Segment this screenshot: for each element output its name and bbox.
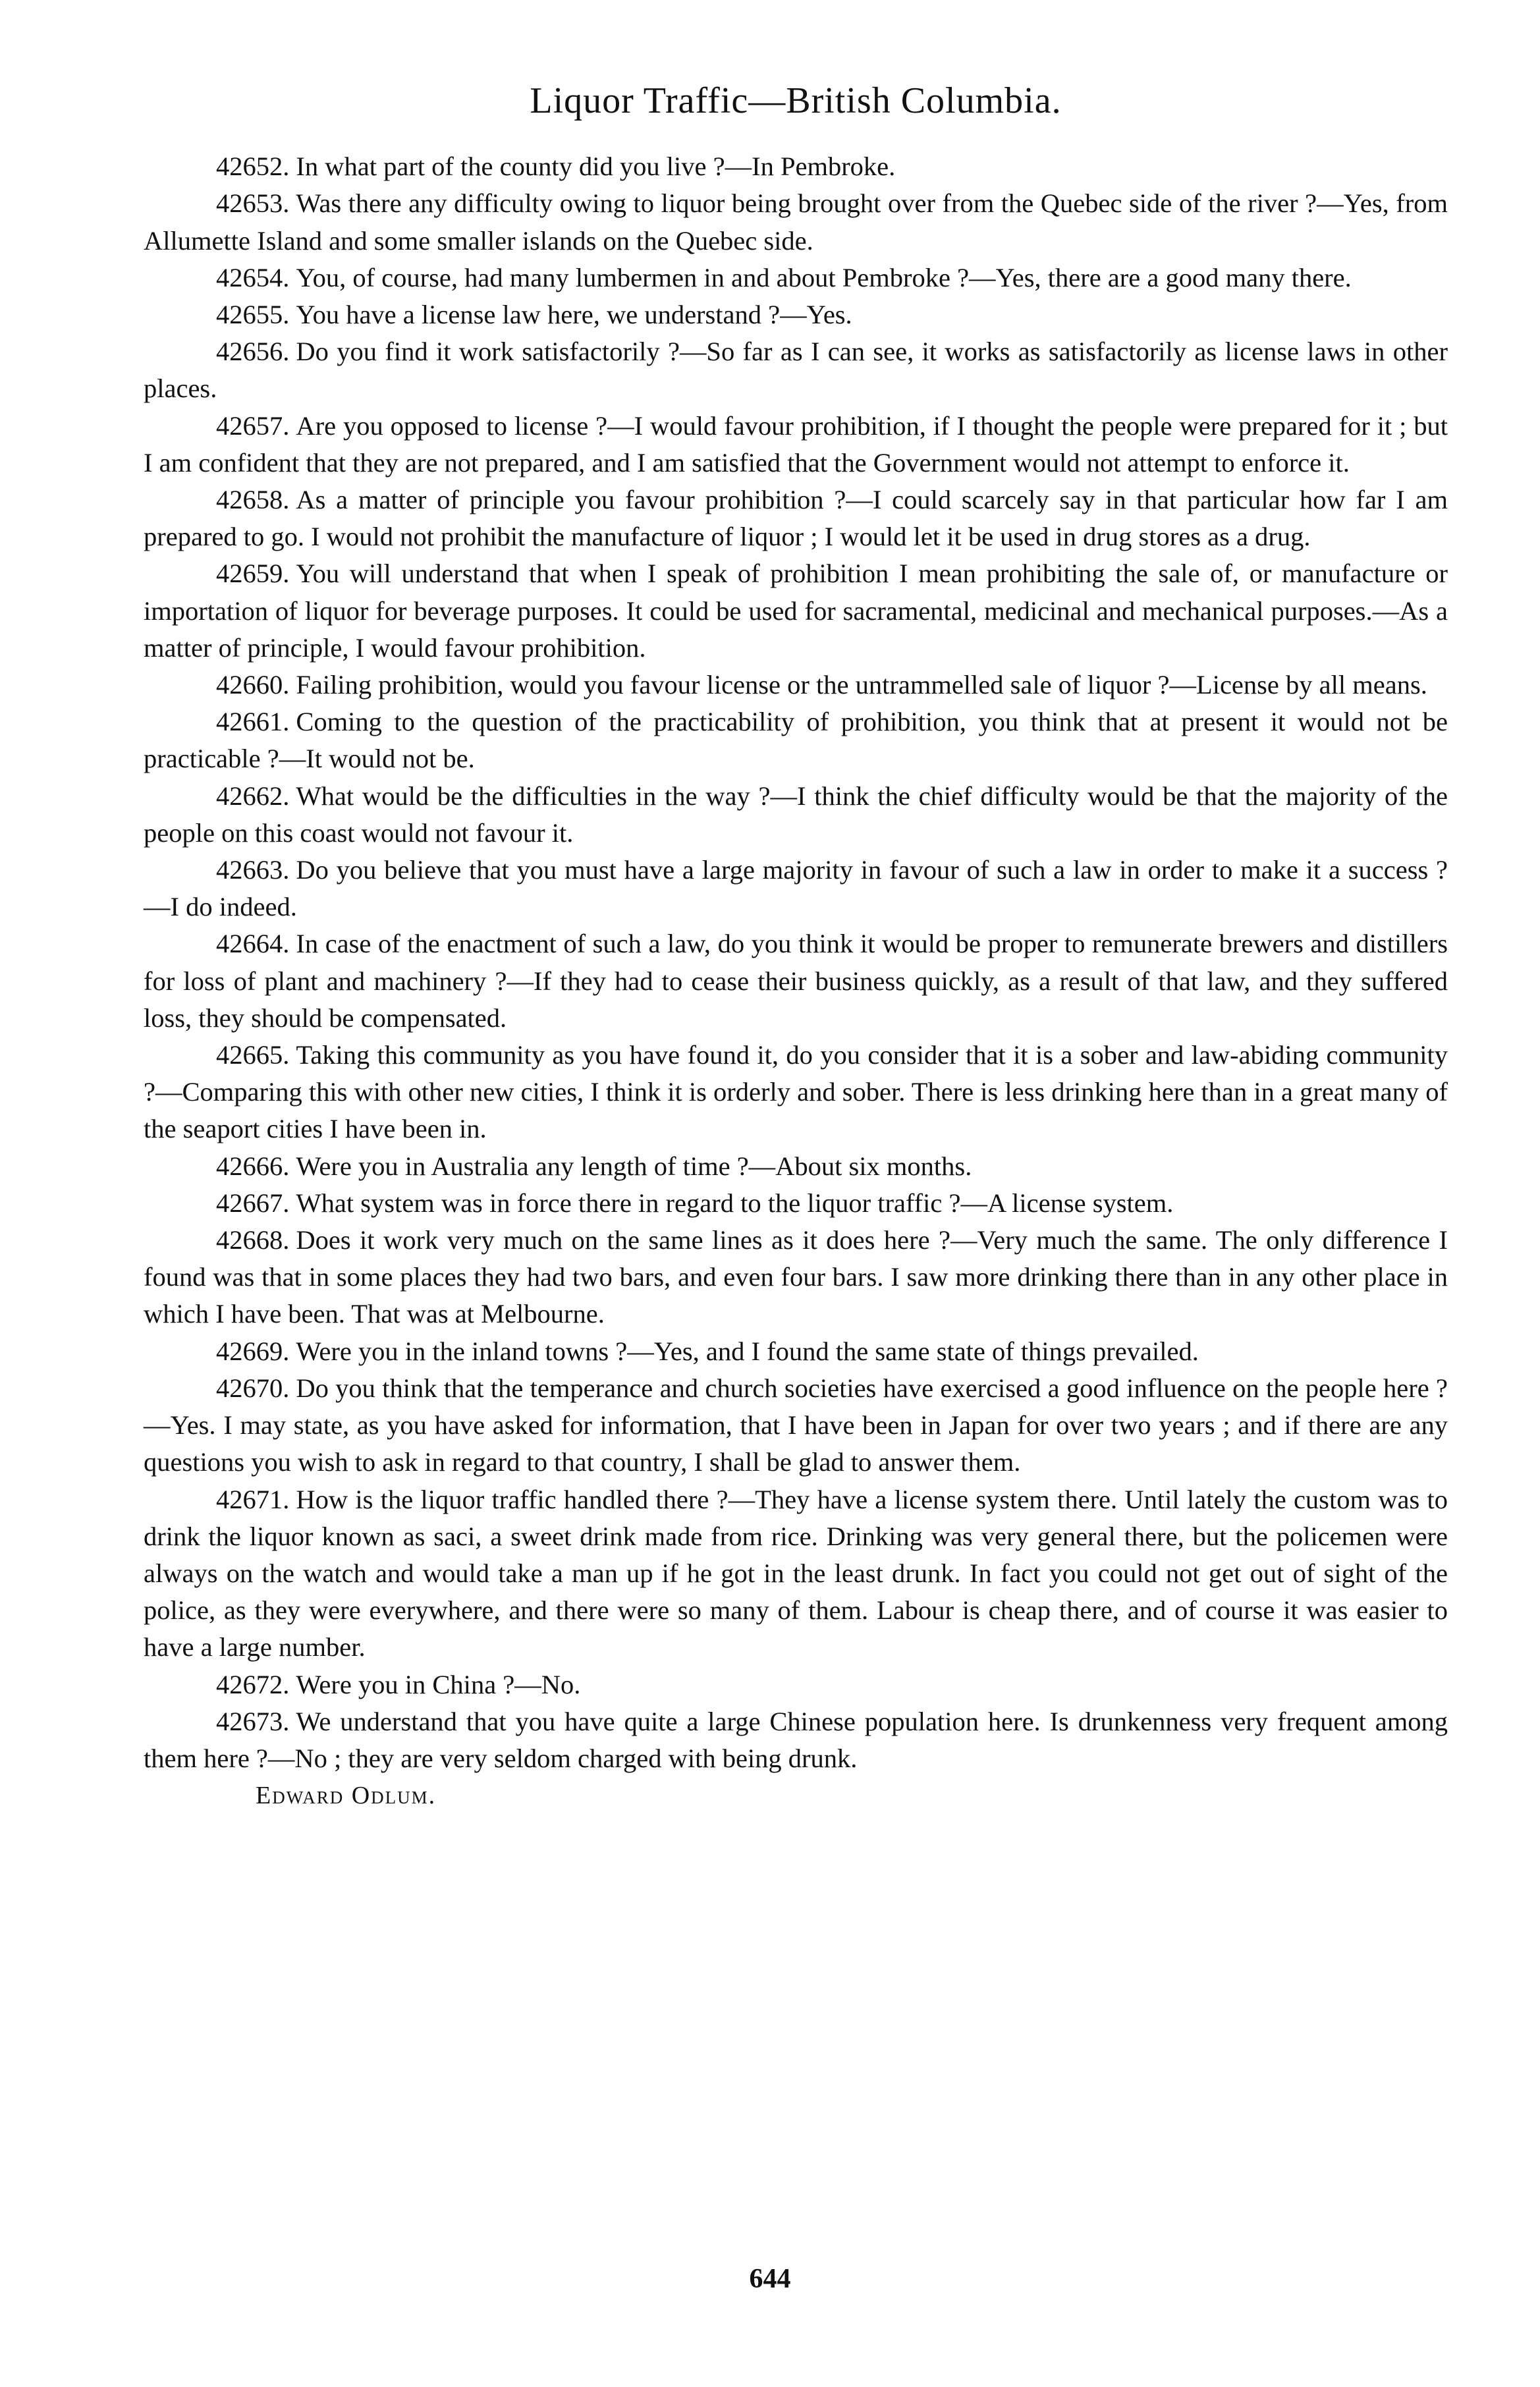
question-answer-text: Do you think that the temperance and church societies have exercised a good influence on the people here ?—Yes. I may state, as you have asked for information, that I have been in Japan for over two years ; and if there are any questions you wish to ask in regard to that country, I shall be glad to answer them. <box>144 1373 1448 1477</box>
question-answer-text: In case of the enactment of such a law, do you think it would be proper to remunerate brewers and distillers for loss of plant and machinery ?—If they had to cease their business quickly, as a result of that law, and they suffered loss, they should be compensated. <box>144 929 1448 1033</box>
question-answer-text: You will understand that when I speak of prohibition I mean prohibiting the sale of, or manufacture or importation of liquor for beverage purposes. It could be used for sacramental, medicinal and mechanical purposes.—As a matter of principle, I would favour prohibition. <box>144 559 1448 663</box>
question-answer-text: You have a license law here, we understand ?—Yes. <box>296 300 852 329</box>
testimony-entry <box>144 555 1448 667</box>
question-answer-text: What system was in force there in regard to the liquor traffic ?—A license system. <box>296 1188 1174 1218</box>
testimony-entry <box>144 1037 1448 1148</box>
question-number: 42659. <box>216 559 290 589</box>
question-number: 42662. <box>216 781 290 811</box>
question-answer-text: Were you in Australia any length of time ?—About six months. <box>296 1151 972 1181</box>
question-answer-text: Are you opposed to license ?—I would favour prohibition, if I thought the people were prepared for it ; but I am confident that they are not prepared, and I am satisfied that the Government would not attempt to enforce it. <box>144 410 1448 478</box>
question-number: 42656. <box>216 337 290 367</box>
testimony-entry <box>144 185 1448 259</box>
testimony-entry <box>144 1666 1448 1703</box>
question-number: 42664. <box>216 929 290 959</box>
testimony-entry <box>144 703 1448 777</box>
question-number: 42672. <box>216 1669 290 1699</box>
question-answer-text: Do you believe that you must have a large majority in favour of such a law in order to make it a success ?—I do indeed. <box>144 855 1448 922</box>
question-number: 42671. <box>216 1484 290 1514</box>
testimony-entry <box>144 1481 1448 1666</box>
testimony-entry <box>144 296 1448 333</box>
document-page <box>144 79 1448 1814</box>
question-answer-text: Coming to the question of the practicability of prohibition, you think that at present it would not be practicable ?—It would not be. <box>144 707 1448 774</box>
testimony-entries <box>144 148 1448 1777</box>
testimony-entry <box>144 1222 1448 1333</box>
question-number: 42661. <box>216 707 290 737</box>
question-answer-text: We understand that you have quite a large Chinese population here. Is drunkenness very frequent among them here ?—No ; they are very seldom charged with being drunk. <box>144 1706 1448 1773</box>
testimony-entry <box>144 408 1448 481</box>
question-answer-text: Do you find it work satisfactorily ?—So far as I can see, it works as satisfactorily as license laws in other places. <box>144 337 1448 404</box>
testimony-entry <box>144 1333 1448 1370</box>
testimony-entry <box>144 148 1448 185</box>
question-number: 42657. <box>216 410 290 441</box>
question-number: 42655. <box>216 300 290 329</box>
testimony-entry <box>144 1185 1448 1222</box>
testimony-entry <box>144 778 1448 852</box>
question-answer-text: How is the liquor traffic handled there ?—They have a license system there. Until lately the custom was to drink the liquor known as saci, a sweet drink made from rice. Drinking was very general there, but the policemen were always on the watch and would take a man up if he got in the least drunk. In fact you could not get out of sight of the police, as they were everywhere, and there were so many of them. Labour is cheap there, and of course it was easier to have a large number. <box>144 1484 1448 1662</box>
question-number: 42670. <box>216 1373 290 1403</box>
question-answer-text: Failing prohibition, would you favour license or the untrammelled sale of liquor ?—License by all means. <box>296 670 1427 700</box>
question-answer-text: Were you in China ?—No. <box>296 1669 581 1699</box>
page-title: Liquor Traffic—British Columbia. <box>530 80 1062 121</box>
testimony-entry <box>144 1370 1448 1481</box>
testimony-entry <box>144 333 1448 407</box>
question-number: 42667. <box>216 1188 290 1218</box>
question-answer-text: Were you in the inland towns ?—Yes, and I found the same state of things prevailed. <box>296 1336 1199 1366</box>
witness-signature: Edward Odlum. <box>256 1782 437 1810</box>
question-answer-text: Does it work very much on the same lines as it does here ?—Very much the same. The only difference I found was that in some places they had two bars, and even four bars. I saw more drinking there than in any other place in which I have been. That was at Melbourne. <box>144 1225 1448 1329</box>
question-number: 42666. <box>216 1151 290 1181</box>
question-number: 42652. <box>216 151 290 182</box>
question-answer-text: Was there any difficulty owing to liquor being brought over from the Quebec side of the river ?—Yes, from Allumette Island and some smaller islands on the Quebec side. <box>144 188 1448 256</box>
question-answer-text: You, of course, had many lumbermen in and about Pembroke ?—Yes, there are a good many there. <box>296 262 1352 292</box>
question-answer-text: Taking this community as you have found it, do you consider that it is a sober and law-abiding community ?—Comparing this with other new cities, I think it is orderly and sober. There is less drinking here than in a great many of the seaport cities I have been in. <box>144 1040 1448 1144</box>
testimony-entry <box>144 260 1448 296</box>
testimony-entry <box>144 481 1448 555</box>
testimony-entry <box>144 1703 1448 1777</box>
question-number: 42654. <box>216 262 290 292</box>
question-answer-text: In what part of the county did you live ?—In Pembroke. <box>296 151 896 182</box>
testimony-entry <box>144 1148 1448 1185</box>
question-number: 42653. <box>216 188 290 219</box>
testimony-entry <box>144 925 1448 1037</box>
question-number: 42668. <box>216 1225 290 1255</box>
question-number: 42669. <box>216 1336 290 1366</box>
testimony-entry <box>144 667 1448 703</box>
page-number: 644 <box>749 2264 791 2294</box>
question-answer-text: As a matter of principle you favour prohibition ?—I could scarcely say in that particular how far I am prepared to go. I would not prohibit the manufacture of liquor ; I would let it be used in drug stores as a drug. <box>144 485 1448 552</box>
question-answer-text: What would be the difficulties in the way ?—I think the chief difficulty would be that the majority of the people on this coast would not favour it. <box>144 781 1448 848</box>
question-number: 42658. <box>216 485 290 515</box>
question-number: 42663. <box>216 855 290 885</box>
question-number: 42665. <box>216 1040 290 1070</box>
question-number: 42673. <box>216 1706 290 1736</box>
testimony-entry <box>144 852 1448 925</box>
question-number: 42660. <box>216 670 290 700</box>
